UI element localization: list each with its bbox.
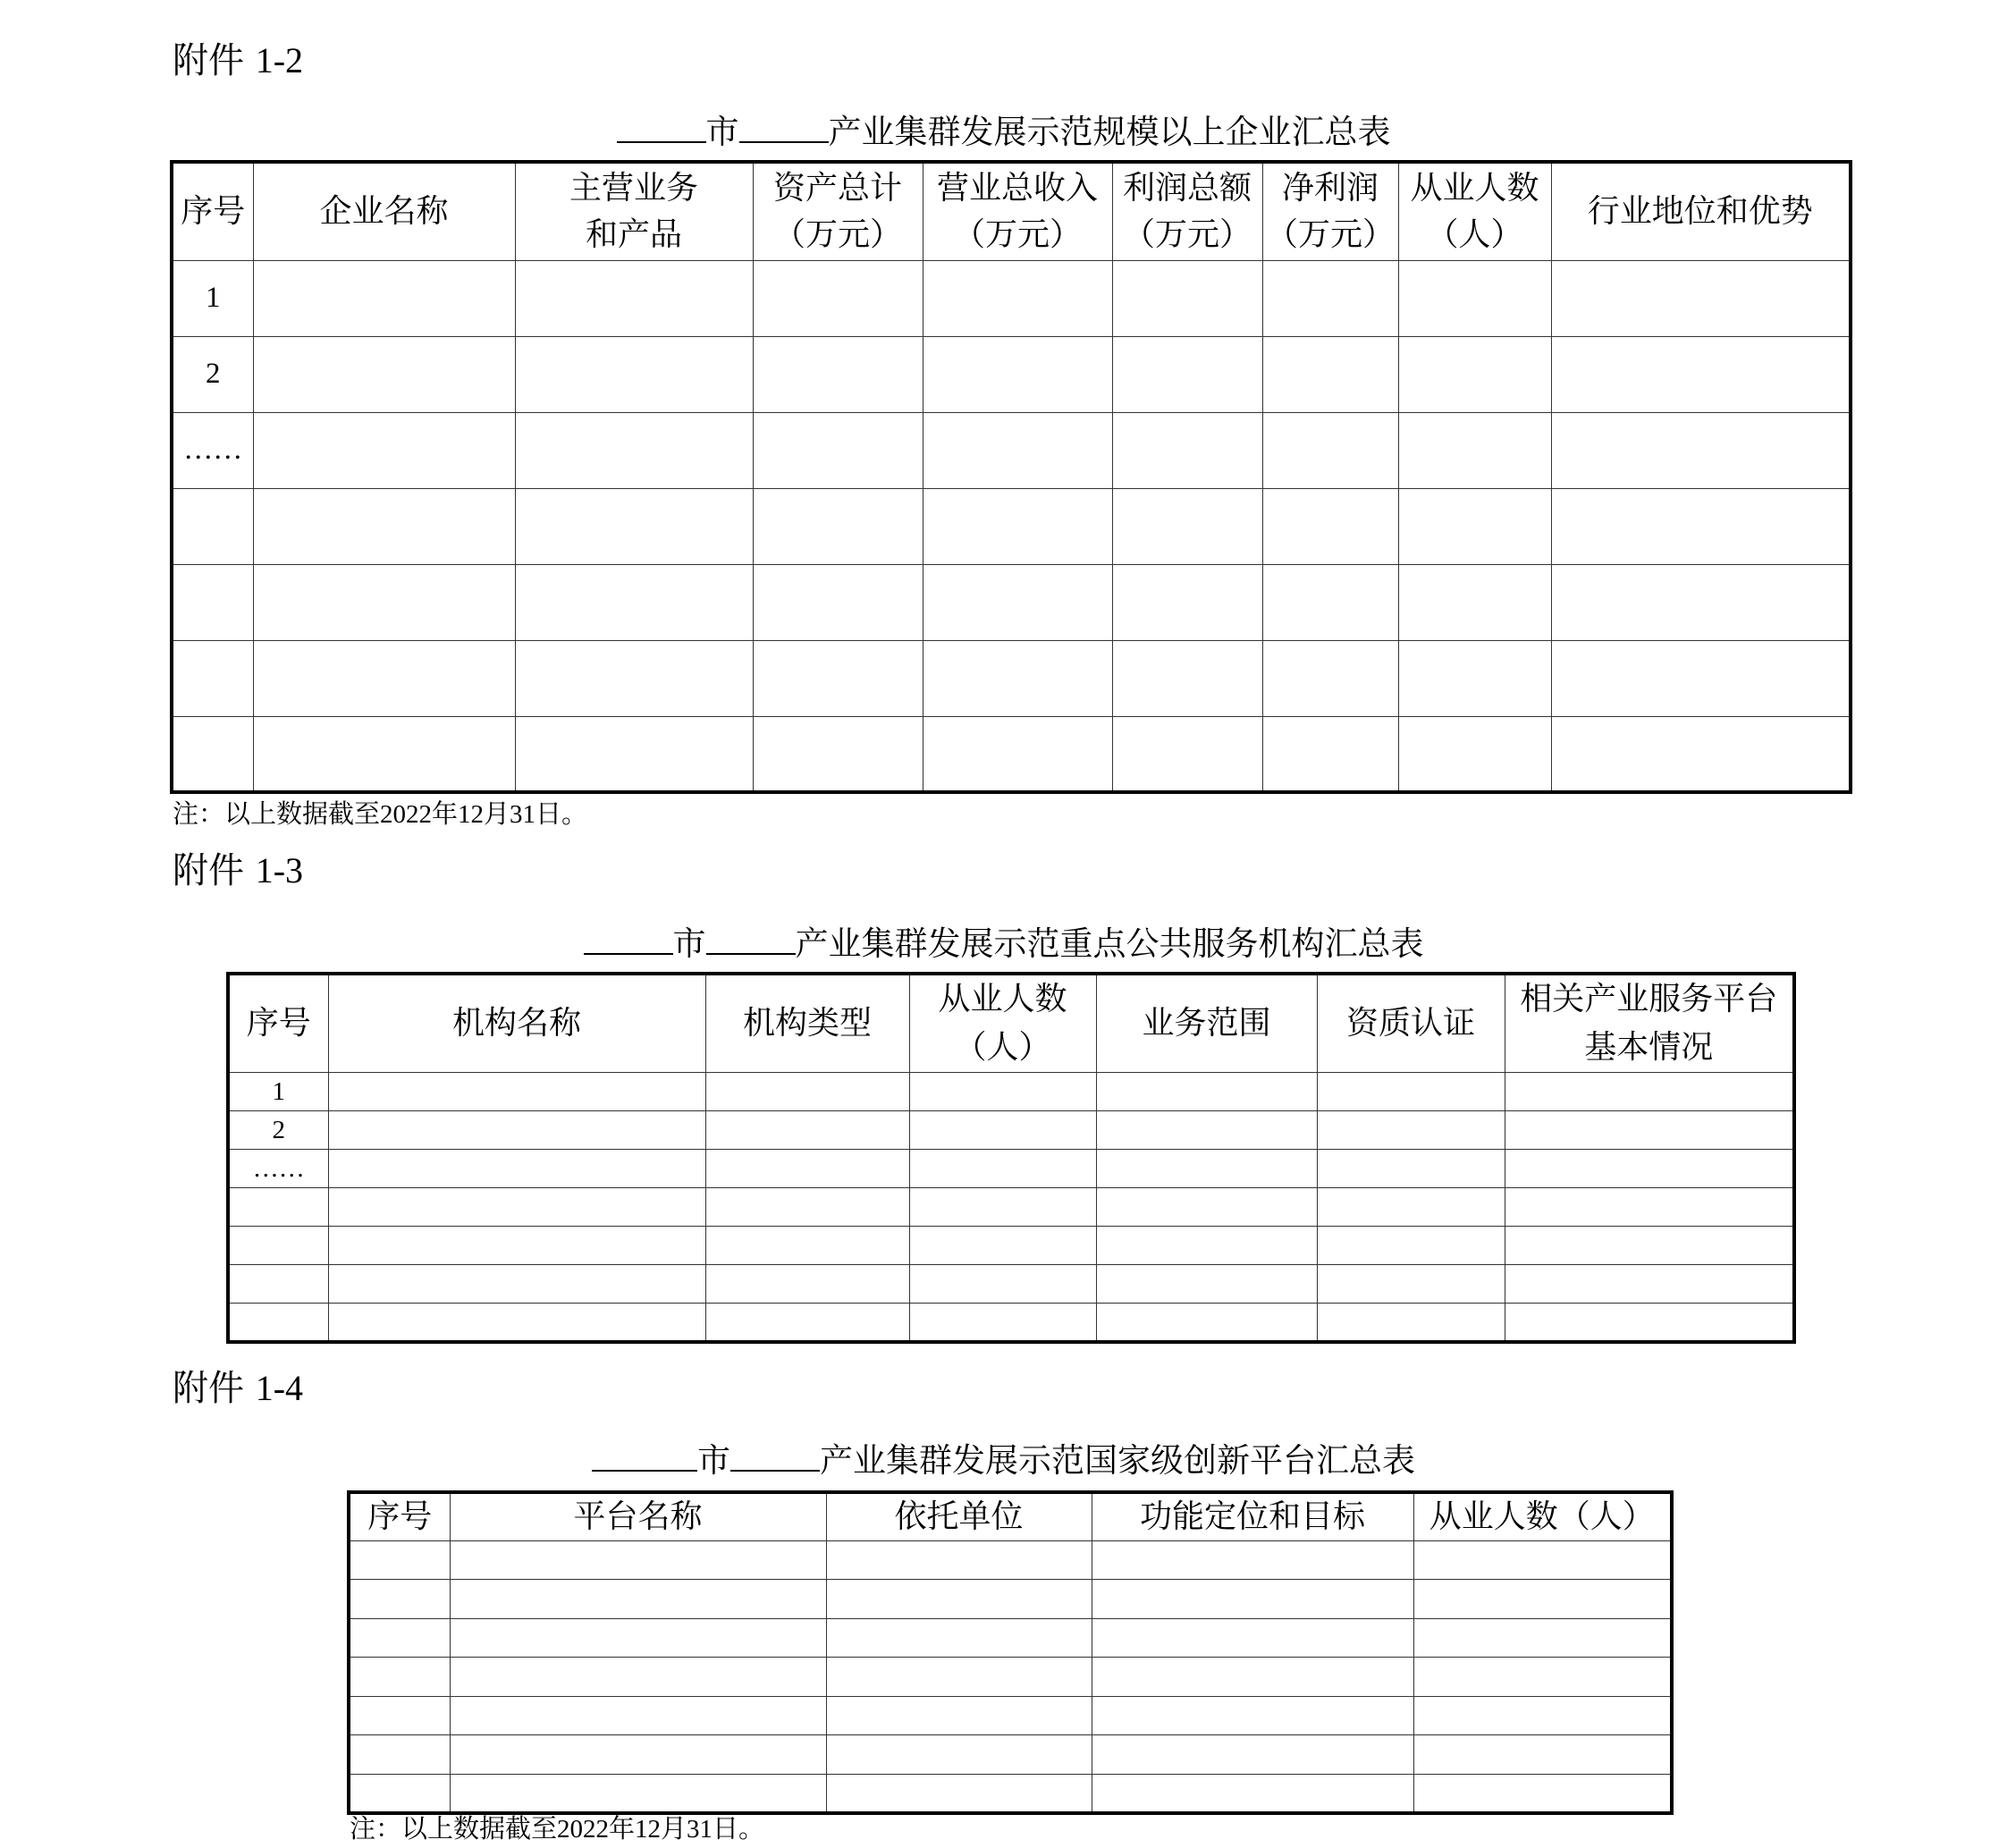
column-header <box>1262 162 1398 260</box>
column-header <box>1112 162 1262 260</box>
data-note-1-2: 注：以上数据截至2022年12月31日。 <box>173 800 588 829</box>
column-header-line1: 从业人数 <box>1410 169 1539 207</box>
table-cell[interactable] <box>1413 1735 1672 1775</box>
city-blank <box>592 1439 697 1472</box>
column-header <box>515 162 753 260</box>
table-cell[interactable] <box>1505 1227 1794 1265</box>
table-row <box>349 1696 1672 1735</box>
table-cell[interactable] <box>1505 1304 1794 1342</box>
table-cell[interactable] <box>1413 1658 1672 1697</box>
annex-label-prefix: 附件 <box>173 1368 244 1409</box>
table-cell[interactable] <box>1112 412 1262 488</box>
table-cell[interactable] <box>753 488 923 564</box>
row-number-cell: 1 <box>172 260 253 336</box>
column-header-line1: 序号 <box>246 1005 311 1042</box>
table-cell[interactable] <box>1551 488 1851 564</box>
column-header-line2: 基本情况 <box>1584 1029 1714 1066</box>
title-city: 市 <box>705 113 739 151</box>
column-header-line1: 从业人数（人） <box>1429 1498 1655 1535</box>
column-header-line1: 主营业务 <box>569 169 698 207</box>
table-cell[interactable] <box>328 1073 705 1111</box>
column-header <box>228 974 328 1073</box>
annex-label-number: 1-4 <box>255 1368 304 1408</box>
table-cell[interactable] <box>826 1696 1092 1735</box>
row-number-cell: …… <box>172 412 253 488</box>
column-header-line2: 和产品 <box>585 215 682 253</box>
row-number-cell <box>228 1304 328 1342</box>
table-cell[interactable] <box>1317 1265 1505 1304</box>
row-number-cell: 1 <box>228 1073 328 1111</box>
table-cell[interactable] <box>450 1735 826 1775</box>
table-row <box>172 488 1851 564</box>
table-cell[interactable] <box>1398 640 1551 716</box>
enterprise-summary-table <box>170 160 1852 794</box>
column-header-line2: （万元） <box>1122 215 1252 253</box>
table-cell[interactable] <box>515 260 753 336</box>
row-number-cell <box>349 1658 450 1697</box>
table-row <box>228 1227 1794 1265</box>
table-cell[interactable] <box>1262 488 1398 564</box>
table-cell[interactable] <box>705 1265 909 1304</box>
table-cell[interactable] <box>909 1227 1096 1265</box>
table-cell[interactable] <box>753 716 923 792</box>
table-cell[interactable] <box>826 1735 1092 1775</box>
table-cell[interactable] <box>1262 640 1398 716</box>
table-cell[interactable] <box>1505 1073 1794 1111</box>
table-cell[interactable] <box>923 412 1112 488</box>
table-cell[interactable] <box>515 716 753 792</box>
row-number-cell <box>349 1618 450 1658</box>
column-header-line1: 机构类型 <box>742 1005 872 1042</box>
row-number-cell <box>349 1735 450 1775</box>
annex-label-1-3 <box>173 849 303 892</box>
table-cell[interactable] <box>923 640 1112 716</box>
column-header <box>328 974 705 1073</box>
city-blank <box>584 923 673 955</box>
cluster-blank <box>706 923 796 955</box>
column-header-line1: 平台名称 <box>573 1498 703 1535</box>
table-row <box>349 1658 1672 1697</box>
annex-label-1-2 <box>173 39 303 82</box>
column-header <box>1413 1492 1672 1540</box>
table-cell[interactable] <box>1317 1150 1505 1188</box>
table-cell[interactable] <box>909 1188 1096 1227</box>
table-cell[interactable] <box>253 640 515 716</box>
table-cell[interactable] <box>909 1265 1096 1304</box>
annex-label-prefix: 附件 <box>173 40 244 81</box>
row-number-cell: …… <box>228 1150 328 1188</box>
table-cell[interactable] <box>1551 336 1851 412</box>
table-cell[interactable] <box>1112 260 1262 336</box>
title-text: 产业集群发展示范国家级创新平台汇总表 <box>820 1441 1415 1480</box>
table-cell[interactable] <box>328 1227 705 1265</box>
column-header-line1: 营业总收入 <box>936 169 1098 207</box>
column-header-line1: 行业地位和优势 <box>1587 192 1813 230</box>
table-cell[interactable] <box>1092 1540 1413 1580</box>
table-cell[interactable] <box>1551 412 1851 488</box>
table-cell[interactable] <box>923 716 1112 792</box>
table-row <box>349 1580 1672 1619</box>
title-city: 市 <box>672 924 706 963</box>
table-cell[interactable] <box>705 1304 909 1342</box>
table-cell[interactable] <box>753 564 923 640</box>
cluster-blank <box>730 1439 820 1472</box>
table-cell[interactable] <box>450 1774 826 1813</box>
column-header <box>1096 974 1317 1073</box>
table-cell[interactable] <box>328 1265 705 1304</box>
annex-label-prefix: 附件 <box>173 850 244 891</box>
row-number-cell <box>349 1774 450 1813</box>
table-cell[interactable] <box>253 716 515 792</box>
table-cell[interactable] <box>1092 1580 1413 1619</box>
table-cell[interactable] <box>1262 716 1398 792</box>
table-cell[interactable] <box>1317 1188 1505 1227</box>
column-header-line1: 净利润 <box>1281 169 1379 207</box>
column-header-line1: 机构名称 <box>451 1005 581 1042</box>
table-cell[interactable] <box>826 1658 1092 1697</box>
row-number-cell <box>349 1696 450 1735</box>
table-cell[interactable] <box>1413 1618 1672 1658</box>
table-cell[interactable] <box>1505 1111 1794 1150</box>
data-note-1-4: 注：以上数据截至2022年12月31日。 <box>350 1815 765 1844</box>
table-cell[interactable] <box>450 1658 826 1697</box>
table-cell[interactable] <box>909 1073 1096 1111</box>
table-cell[interactable] <box>1505 1150 1794 1188</box>
column-header-line1: 资质认证 <box>1345 1005 1475 1042</box>
table-cell[interactable] <box>753 260 923 336</box>
column-header-line2: （万元） <box>772 215 902 253</box>
table-cell[interactable] <box>328 1304 705 1342</box>
table-cell[interactable] <box>1413 1580 1672 1619</box>
column-header <box>1317 974 1505 1073</box>
table-title-1-4 <box>0 1439 2007 1482</box>
table-row <box>349 1540 1672 1580</box>
annex-label-number: 1-3 <box>255 850 304 890</box>
table-row <box>228 1265 1794 1304</box>
table-cell[interactable] <box>923 488 1112 564</box>
table-cell[interactable] <box>923 564 1112 640</box>
table-cell[interactable] <box>705 1073 909 1111</box>
table-row <box>228 1188 1794 1227</box>
header-row <box>228 974 1794 1073</box>
column-header-line1: 序号 <box>181 192 246 230</box>
table-cell[interactable] <box>1112 564 1262 640</box>
table-row <box>228 1111 1794 1150</box>
table-row <box>172 260 1851 336</box>
table-cell[interactable] <box>515 564 753 640</box>
table-row <box>172 716 1851 792</box>
table-cell[interactable] <box>705 1150 909 1188</box>
table-cell[interactable] <box>1551 716 1851 792</box>
table-cell[interactable] <box>705 1227 909 1265</box>
table-cell[interactable] <box>450 1580 826 1619</box>
column-header-line1: 相关产业服务平台 <box>1520 981 1778 1017</box>
table-cell[interactable] <box>753 412 923 488</box>
table-cell[interactable] <box>515 336 753 412</box>
table-cell[interactable] <box>1551 564 1851 640</box>
title-text: 产业集群发展示范重点公共服务机构汇总表 <box>795 924 1424 963</box>
table-cell[interactable] <box>1398 260 1551 336</box>
table-cell[interactable] <box>328 1150 705 1188</box>
column-header <box>1398 162 1551 260</box>
table-cell[interactable] <box>1317 1304 1505 1342</box>
table-title-1-2 <box>0 111 2007 154</box>
table-cell[interactable] <box>253 260 515 336</box>
column-header <box>349 1492 450 1540</box>
column-header <box>705 974 909 1073</box>
table-cell[interactable] <box>705 1188 909 1227</box>
table-cell[interactable] <box>1112 336 1262 412</box>
table-row <box>349 1618 1672 1658</box>
table-cell[interactable] <box>705 1111 909 1150</box>
row-number-cell: 2 <box>228 1111 328 1150</box>
column-header-line1: 企业名称 <box>319 192 449 230</box>
table-cell[interactable] <box>1092 1735 1413 1775</box>
row-number-cell <box>349 1580 450 1619</box>
table-cell[interactable] <box>328 1111 705 1150</box>
column-header <box>826 1492 1092 1540</box>
table-cell[interactable] <box>1096 1188 1317 1227</box>
table-cell[interactable] <box>1262 412 1398 488</box>
table-cell[interactable] <box>1398 564 1551 640</box>
table-cell[interactable] <box>1505 1265 1794 1304</box>
table-cell[interactable] <box>1096 1227 1317 1265</box>
table-cell[interactable] <box>1262 564 1398 640</box>
cluster-blank <box>739 111 829 143</box>
annex-label-1-4 <box>173 1367 303 1410</box>
table-cell[interactable] <box>909 1150 1096 1188</box>
table-cell[interactable] <box>1551 260 1851 336</box>
column-header <box>1505 974 1794 1073</box>
column-header <box>923 162 1112 260</box>
column-header-line1: 功能定位和目标 <box>1139 1498 1365 1535</box>
table-cell[interactable] <box>515 412 753 488</box>
table-cell[interactable] <box>1398 716 1551 792</box>
table-cell[interactable] <box>826 1774 1092 1813</box>
table-cell[interactable] <box>909 1304 1096 1342</box>
column-header <box>1551 162 1851 260</box>
table-cell[interactable] <box>450 1696 826 1735</box>
table-cell[interactable] <box>1398 336 1551 412</box>
innovation-platform-table <box>347 1490 1674 1815</box>
table-cell[interactable] <box>328 1188 705 1227</box>
annex-label-number: 1-2 <box>255 40 304 80</box>
column-header-line1: 序号 <box>367 1498 433 1535</box>
row-number-cell <box>228 1188 328 1227</box>
table-cell[interactable] <box>1096 1150 1317 1188</box>
table-cell[interactable] <box>909 1111 1096 1150</box>
table-row <box>349 1774 1672 1813</box>
column-header <box>172 162 253 260</box>
table-row <box>172 640 1851 716</box>
column-header <box>253 162 515 260</box>
row-number-cell <box>172 488 253 564</box>
table-cell[interactable] <box>923 260 1112 336</box>
row-number-cell <box>172 640 253 716</box>
table-cell[interactable] <box>1112 488 1262 564</box>
title-city: 市 <box>697 1441 730 1480</box>
column-header-line1: 业务范围 <box>1142 1005 1271 1042</box>
table-cell[interactable] <box>826 1540 1092 1580</box>
row-number-cell <box>172 716 253 792</box>
header-row <box>349 1492 1672 1540</box>
table-cell[interactable] <box>1092 1658 1413 1697</box>
column-header-line2: （万元） <box>1265 215 1395 253</box>
header-row <box>172 162 1851 260</box>
column-header-line2: （人） <box>954 1029 1051 1066</box>
table-cell[interactable] <box>253 564 515 640</box>
column-header-line1: 资产总计 <box>772 169 902 207</box>
table-cell[interactable] <box>1317 1073 1505 1111</box>
table-cell[interactable] <box>1262 260 1398 336</box>
table-cell[interactable] <box>753 640 923 716</box>
table-cell[interactable] <box>1092 1618 1413 1658</box>
table-title-1-3 <box>0 923 2007 966</box>
column-header-line1: 从业人数 <box>938 981 1067 1017</box>
table-cell[interactable] <box>1398 412 1551 488</box>
column-header-line2: （人） <box>1426 215 1523 253</box>
title-text: 产业集群发展示范规模以上企业汇总表 <box>828 113 1391 151</box>
table-row <box>172 412 1851 488</box>
column-header <box>1092 1492 1413 1540</box>
table-row <box>172 564 1851 640</box>
row-number-cell <box>349 1540 450 1580</box>
table-cell[interactable] <box>253 336 515 412</box>
table-cell[interactable] <box>253 488 515 564</box>
table-cell[interactable] <box>515 488 753 564</box>
row-number-cell <box>228 1227 328 1265</box>
column-header-line2: （万元） <box>952 215 1082 253</box>
city-blank <box>617 111 706 143</box>
table-cell[interactable] <box>1096 1265 1317 1304</box>
row-number-cell <box>172 564 253 640</box>
column-header <box>450 1492 826 1540</box>
table-cell[interactable] <box>1413 1774 1672 1813</box>
row-number-cell <box>228 1265 328 1304</box>
column-header <box>753 162 923 260</box>
table-cell[interactable] <box>753 336 923 412</box>
table-cell[interactable] <box>1092 1774 1413 1813</box>
table-cell[interactable] <box>1505 1188 1794 1227</box>
column-header-line1: 依托单位 <box>894 1498 1024 1535</box>
table-cell[interactable] <box>1413 1696 1672 1735</box>
table-cell[interactable] <box>826 1580 1092 1619</box>
column-header <box>909 974 1096 1073</box>
table-cell[interactable] <box>450 1618 826 1658</box>
table-cell[interactable] <box>253 412 515 488</box>
table-cell[interactable] <box>1317 1111 1505 1150</box>
table-cell[interactable] <box>1112 640 1262 716</box>
table-row <box>349 1735 1672 1775</box>
table-row <box>228 1304 1794 1342</box>
table-cell[interactable] <box>826 1618 1092 1658</box>
service-institution-table <box>226 972 1796 1344</box>
column-header-line1: 利润总额 <box>1122 169 1252 207</box>
table-cell[interactable] <box>1398 488 1551 564</box>
table-cell[interactable] <box>1317 1227 1505 1265</box>
table-cell[interactable] <box>1096 1304 1317 1342</box>
table-cell[interactable] <box>1096 1073 1317 1111</box>
table-cell[interactable] <box>515 640 753 716</box>
table-cell[interactable] <box>1551 640 1851 716</box>
table-cell[interactable] <box>1092 1696 1413 1735</box>
table-cell[interactable] <box>450 1540 826 1580</box>
table-row <box>172 336 1851 412</box>
table-row <box>228 1073 1794 1111</box>
row-number-cell: 2 <box>172 336 253 412</box>
table-cell[interactable] <box>923 336 1112 412</box>
table-cell[interactable] <box>1413 1540 1672 1580</box>
table-cell[interactable] <box>1096 1111 1317 1150</box>
table-row <box>228 1150 1794 1188</box>
table-cell[interactable] <box>1262 336 1398 412</box>
table-cell[interactable] <box>1112 716 1262 792</box>
